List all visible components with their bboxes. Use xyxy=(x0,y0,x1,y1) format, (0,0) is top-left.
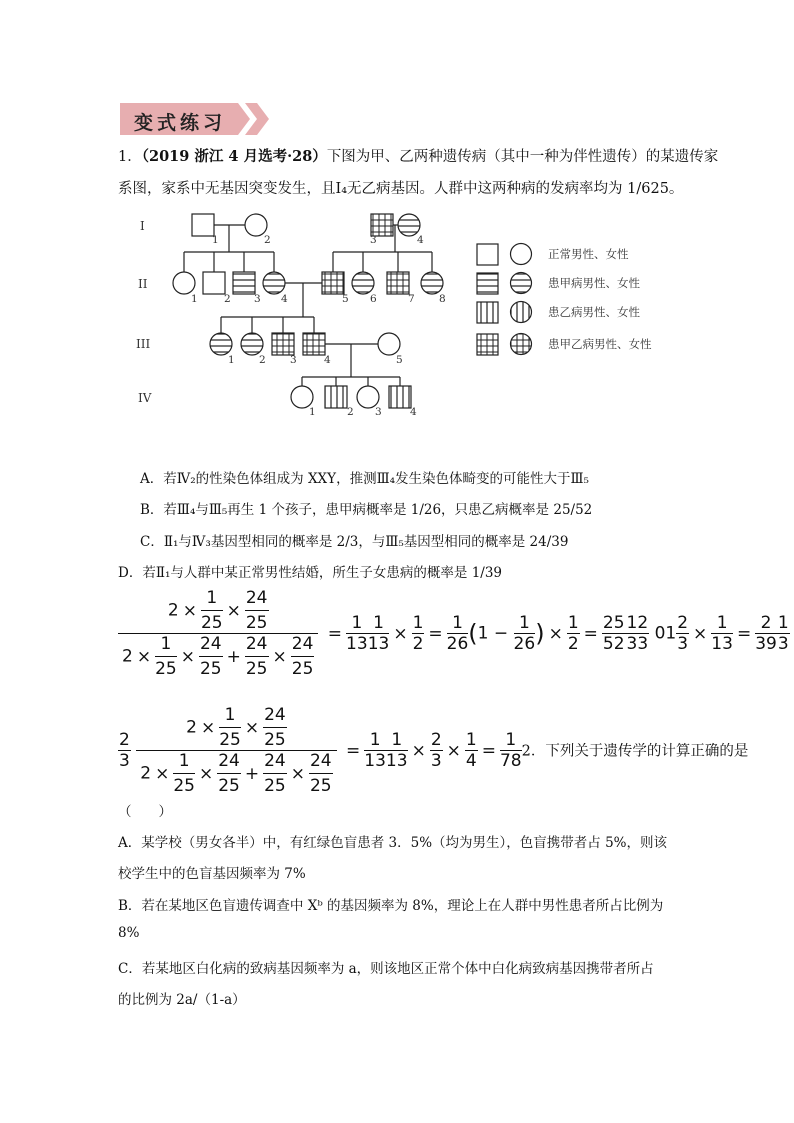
II6-female-jia xyxy=(352,272,374,294)
III3-male-both xyxy=(272,333,294,355)
legend-jia-female xyxy=(511,273,532,294)
math1-big-fraction: 2 × $\frac{1}{25}$ × $\frac{24}{25}$ 2 × $\frac{1}{25}$ × $\frac{24}{25}$ + $\frac{24}{25}$ × $\frac{24}{25}$ xyxy=(118,588,318,679)
I2-female xyxy=(245,214,267,236)
legend-jia-male xyxy=(477,273,498,294)
q2-stem: 2．下列关于遗传学的计算正确的是 xyxy=(521,743,749,760)
label-III5: 5 xyxy=(396,354,403,366)
legend-both-female xyxy=(511,334,532,355)
label-II7: 7 xyxy=(408,293,415,305)
pedigree-legend xyxy=(477,244,532,356)
q2-option-a-line2: 校学生中的色盲基因频率为 7% xyxy=(118,866,306,882)
label-II5: 5 xyxy=(342,293,349,305)
IV2-male-yi xyxy=(325,386,347,408)
III4-male-both xyxy=(303,333,325,355)
legend-text-jia: 患甲病男性、女性 xyxy=(548,276,640,290)
label-IV3: 3 xyxy=(375,406,382,415)
III1-female-jia xyxy=(210,333,232,355)
label-II2: 2 xyxy=(224,293,231,305)
legend-text-normal: 正常男性、女性 xyxy=(548,247,629,261)
legend-yi-female xyxy=(511,302,532,323)
label-IV2: 2 xyxy=(347,406,354,415)
III2-female-jia xyxy=(241,333,263,355)
II3-male-jia xyxy=(233,272,255,294)
pedigree-chart xyxy=(130,205,690,415)
II1-female xyxy=(173,272,195,294)
II8-female-jia xyxy=(421,272,443,294)
q1-line1: 1．（2019 浙江 4 月选考·28）下图为甲、乙两种遗传病（其中一种为伴性遗传）的某遗传家 xyxy=(118,148,719,165)
label-III2: 2 xyxy=(259,354,266,366)
q2-option-c-line1: C．若某地区白化病的致病基因频率为 a，则该地区正常个体中白化病致病基因携带者所占 xyxy=(118,961,654,977)
label-IV4: 4 xyxy=(410,406,417,415)
IV4-male-yi xyxy=(389,386,411,408)
label-III1: 1 xyxy=(228,354,235,366)
II2-male xyxy=(203,272,225,294)
q2-answer-bracket: （ ） xyxy=(118,804,172,820)
q2-option-b-line1: B．若在某地区色盲遗传调查中 Xᵇ 的基因频率为 8%，理论上在人群中男性患者所占比例为 xyxy=(118,898,664,914)
q1-option-b: B．若Ⅲ₄与Ⅲ₅再生 1 个孩子，患甲病概率是 1/26，只患乙病概率是 25/52 xyxy=(140,502,593,518)
III5-female xyxy=(378,333,400,355)
legend-both-male xyxy=(477,334,498,355)
label-III3: 3 xyxy=(290,354,297,366)
I4-female-jia xyxy=(398,214,420,236)
q2-option-c-line2: 的比例为 2a/（1-a） xyxy=(118,992,246,1008)
legend-text-both: 患甲乙病男性、女性 xyxy=(548,337,652,351)
label-II6: 6 xyxy=(370,293,377,305)
q2-option-b-line2: 8% xyxy=(118,925,140,941)
section-banner xyxy=(120,103,270,135)
I1-male xyxy=(192,214,214,236)
legend-text-yi: 患乙病男性、女性 xyxy=(548,305,640,319)
label-IV1: 1 xyxy=(309,406,316,415)
label-II3: 3 xyxy=(254,293,261,305)
label-I4: 4 xyxy=(417,234,424,246)
gen-label-II: II xyxy=(138,277,148,291)
q1-option-d: D．若Ⅱ₁与人群中某正常男性结婚，所生子女患病的概率是 1/39 xyxy=(118,565,503,581)
label-I1: 1 xyxy=(212,234,219,246)
label-I2: 2 xyxy=(264,234,271,246)
label-I3: 3 xyxy=(370,234,377,246)
q1-line2: 系图，家系中无基因突变发生，且Ⅰ₄无乙病基因。人群中这两种病的发病率均为 1/625。 xyxy=(118,181,684,197)
label-III4: 4 xyxy=(324,354,331,366)
math-expression-1: 2 × $\frac{1}{25}$ × $\frac{24}{25}$ 2 × $\frac{1}{25}$ × $\frac{24}{25}$ + $\frac{24}{25}$ × $\frac{24}{25}$ = $\frac{1}{13}$ $\frac{1}{13}$ × $\frac{1}{2}$ = $\frac{1}{26}$ (1 − $\frac{1}{26}$ ) × $\frac{1}{2}$ = $\frac{25}{52}$ $\frac{12}{33}$ 01 $\frac{2}{3}$ × $\frac{1}{13}$ = $\frac{2}{39}$ $\frac{1}{3}$ xyxy=(118,588,790,679)
I3-male-both xyxy=(371,214,393,236)
II5-male-both xyxy=(322,272,344,294)
math2-big-fraction: 2 × $\frac{1}{25}$ × $\frac{24}{25}$ 2 × $\frac{1}{25}$ × $\frac{24}{25}$ + $\frac{24}{25}$ × $\frac{24}{25}$ xyxy=(136,705,336,796)
gen-label-III: III xyxy=(136,337,151,351)
label-II4: 4 xyxy=(281,293,288,305)
IV1-female xyxy=(291,386,313,408)
II4-female-jia xyxy=(263,272,285,294)
q2-option-a-line1: A．某学校（男女各半）中，有红绿色盲患者 3．5%（均为男生），色盲携带者占 5%，则该 xyxy=(118,835,668,851)
gen-label-I: I xyxy=(140,219,145,233)
legend-yi-male xyxy=(477,302,498,323)
label-II1: 1 xyxy=(191,293,198,305)
math-expression-2: $\frac{2}{3}$ 2 × $\frac{1}{25}$ × $\frac{24}{25}$ 2 × $\frac{1}{25}$ × $\frac{24}{25}$ + $\frac{24}{25}$ × $\frac{24}{25}$ = $\frac{1}{13}$ $\frac{1}{13}$ × $\frac{2}{3}$ × $\frac{1}{4}$ = $\frac{1}{78}$ 2．下列关于遗传学的计算正确的是 xyxy=(119,705,749,796)
II7-male-both xyxy=(387,272,409,294)
banner-title: 变式练习 xyxy=(134,112,227,134)
label-II8: 8 xyxy=(439,293,446,305)
IV3-female xyxy=(357,386,379,408)
q1-option-c: C．Ⅱ₁与Ⅳ₃基因型相同的概率是 2/3，与Ⅲ₅基因型相同的概率是 24/39 xyxy=(140,534,569,550)
q1-option-a: A．若Ⅳ₂的性染色体组成为 XXY，推测Ⅲ₄发生染色体畸变的可能性大于Ⅲ₅ xyxy=(140,471,589,487)
legend-normal-female xyxy=(511,244,532,265)
gen-label-IV: IV xyxy=(138,391,152,405)
legend-normal-male xyxy=(477,244,498,265)
